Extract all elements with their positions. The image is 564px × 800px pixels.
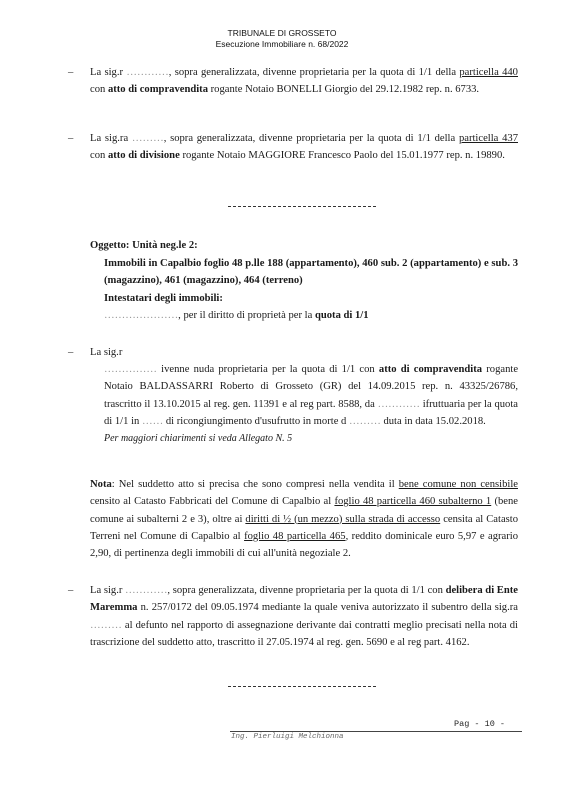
ownership-entry-3-body: …………… ivenne nuda proprietaria per la quota di 1/1 con atto di compravendita rogante Notaio BALDASSARRI Roberto di Grosseto (GR) del 14.09.2015 rep. n. 43325/26786, trascritto il 13.10.2015 al reg. gen. 11391 e al reg part. 8588, da ………… ifruttuaria per la quota di 1/1 in …… di ricongiungimento d'usufrutto in morte d ……… duta in data 15.02.2018. Per maggiori chiarimenti si veda Allegato N. 5 [90, 361, 518, 447]
section-separator [228, 686, 376, 687]
owners-label: Intestatari degli immobili: [104, 293, 223, 304]
footer-rule [230, 731, 522, 732]
ownership-entry-2: – La sig.ra ………, sopra generalizzata, divenne proprietaria per la quota di 1/1 della particella 437 con atto di divisione rogante Notaio MAGGIORE Francesco Paolo del 15.01.1977 rep. n. 19890. [90, 130, 518, 165]
property-list: Immobili in Capalbio foglio 48 p.lle 188 (appartamento), 460 sub. 2 (appartamento) e sub. 3 (magazzino), 461 (magazzino), 464 (terreno) [104, 258, 518, 287]
attachment-note: Per maggiori chiarimenti si veda Allegato N. 5 [104, 433, 293, 445]
note-paragraph: Nota: Nel suddetto atto si precisa che sono compresi nella vendita il bene comune non censibile censito al Catasto Fabbricati del Comune di Capalbio al foglio 48 particella 460 subalterno 1 (bene comune ai subalterni 2 e 3), oltre ai diritti di ½ (un mezzo) sulla strada di accesso censita al Catasto Terreni nel Comune di Capalbio al foglio 48 particella 465, reddito dominicale euro 5,97 e agrario 2,90, di pertinenza degli immobili di cui all'unità negoziale 2. [90, 479, 519, 560]
bullet-dash: – [68, 133, 74, 144]
case-number: Esecuzione Immobiliare n. 68/2022 [215, 39, 349, 49]
section-title: Oggetto: Unità neg.le 2: [90, 240, 198, 251]
section-separator [228, 206, 376, 207]
bullet-dash: – [68, 585, 74, 596]
court-name: TRIBUNALE DI GROSSETO [227, 28, 337, 38]
note-label: Nota [90, 479, 112, 490]
footer-author: Ing. Pierluigi Melchionna [231, 733, 344, 741]
document-header [0, 28, 564, 50]
parcel-link: particella 440 [459, 67, 518, 78]
ownership-entry-3: – La sig.r [90, 344, 518, 361]
ownership-right: …………………, per il diritto di proprietà per la quota di 1/1 [104, 310, 369, 321]
bullet-dash: – [68, 67, 74, 78]
ownership-entry-1: – La sig.r …………, sopra generalizzata, divenne proprietaria per la quota di 1/1 della particella 440 con atto di compravendita rogante Notaio BONELLI Giorgio del 29.12.1982 rep. n. 6733. [90, 64, 518, 99]
page-number: Pag - 10 - [454, 719, 506, 729]
ownership-entry-4: – La sig.r …………, sopra generalizzata, divenne proprietaria per la quota di 1/1 con delibera di Ente Maremma n. 257/0172 del 09.05.1974 mediante la quale veniva autorizzato il subentro della sig.ra ……… al defunto nel rapporto di assegnazione derivante dai contratti meglio precisati nella nota di trascrizione del suddetto atto, trascritto il 27.05.1974 al reg. gen. 5690 e al reg part. 4162. [90, 582, 518, 651]
parcel-link: particella 437 [458, 133, 518, 144]
bullet-dash: – [68, 347, 74, 358]
